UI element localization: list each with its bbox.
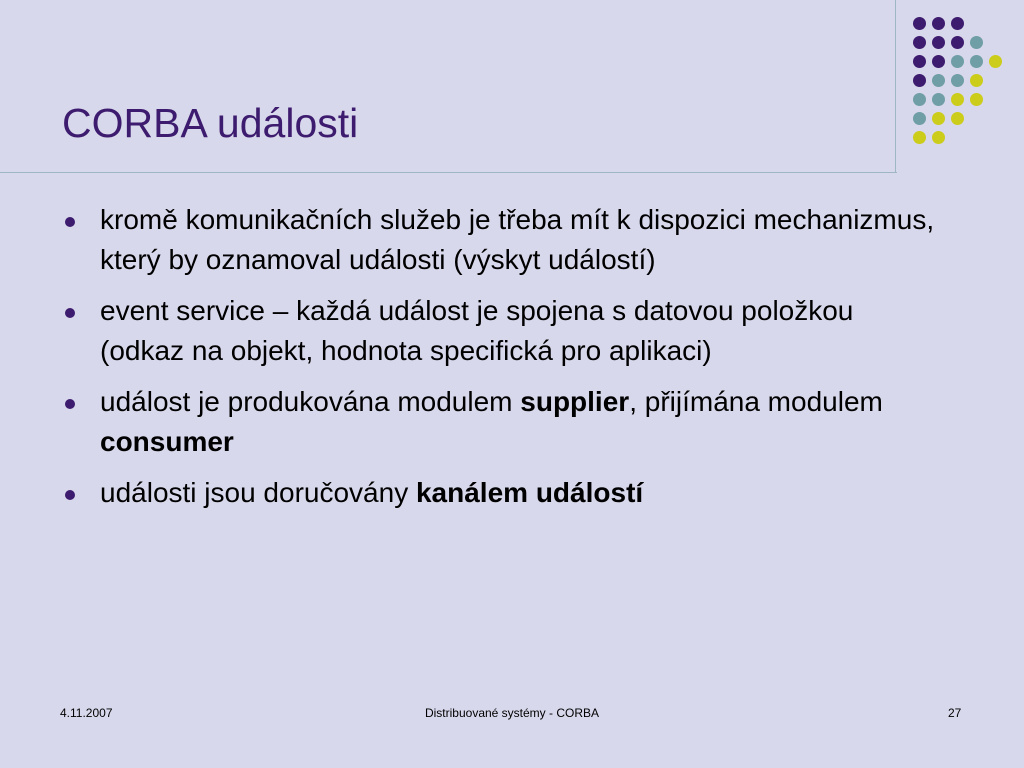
bullet-text: , přijímána modulem [629,386,883,417]
decor-dot [951,93,964,106]
horizontal-divider [0,172,897,173]
vertical-divider [895,0,896,173]
page-number: 27 [948,706,962,720]
bullet-text: události jsou doručovány [100,477,416,508]
decor-dot [951,55,964,68]
bullet-text-bold: kanálem událostí [415,477,644,508]
decor-dot [932,112,945,125]
decor-dot [951,17,964,30]
decor-dot [932,17,945,30]
bullet-item [60,382,940,462]
bullet-text-bold: consumer [100,426,234,457]
bullet-item [60,200,940,280]
decor-dot [951,112,964,125]
bullet-dot-icon [65,217,75,227]
decor-dot [970,74,983,87]
decor-dot [970,36,983,49]
decor-dot [913,93,926,106]
decor-dot [913,112,926,125]
decor-dot [913,74,926,87]
bullet-item [60,291,940,371]
bullet-text: event service – každá událost je spojena s datovou položkou (odkaz na objekt, hodnota specifická pro aplikaci) [100,295,854,366]
bullet-dot-icon [65,399,75,409]
decor-dot [932,93,945,106]
bullet-dot-icon [65,308,75,318]
bullet-text-bold: supplier [520,386,630,417]
bullet-text: kromě komunikačních služeb je třeba mít k dispozici mechanizmus, který by oznamoval události (výskyt událostí) [100,204,935,275]
decor-dot [913,36,926,49]
decor-dot [932,74,945,87]
footer-title: Distribuované systémy - CORBA [424,706,600,720]
decor-dot [932,131,945,144]
bullet-item [60,473,940,513]
decor-dot [951,36,964,49]
decor-dot [970,55,983,68]
decor-dot [913,131,926,144]
decor-dot [932,36,945,49]
dot-grid-decoration [0,0,1024,180]
decor-dot [913,17,926,30]
decor-dot [932,55,945,68]
decor-dot [913,55,926,68]
bullet-dot-icon [65,490,75,500]
decor-dot [989,55,1002,68]
footer-date: 4.11.2007 [60,706,113,720]
decor-dot [970,93,983,106]
bullet-text: událost je produkována modulem [100,386,521,417]
bullet-list [60,200,940,524]
decor-dot [951,74,964,87]
slide-title: CORBA události [62,100,359,146]
